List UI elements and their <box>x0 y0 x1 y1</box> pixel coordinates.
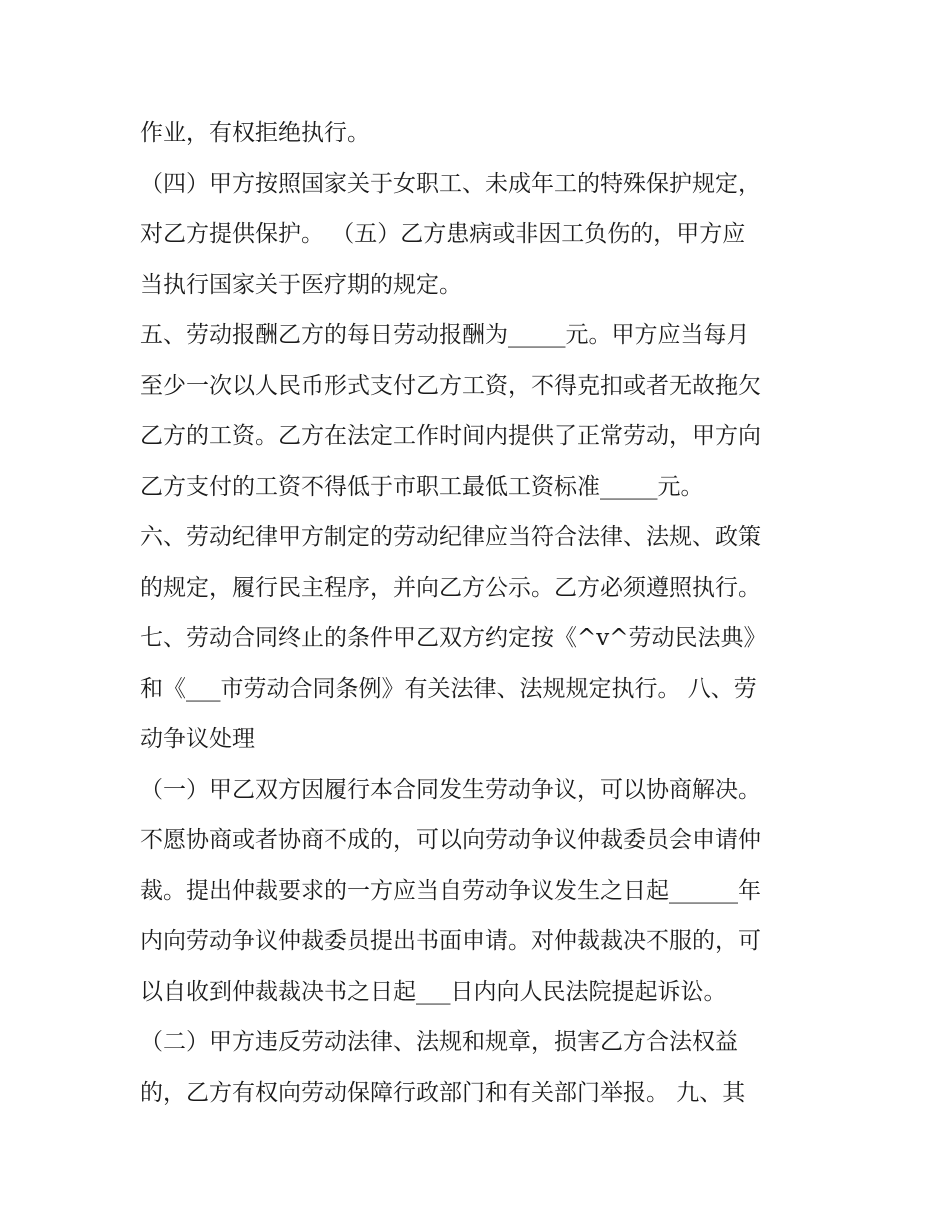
text-line: 和《___市劳动合同条例》有关法律、法规规定执行。 八、劳 <box>140 675 757 702</box>
text-line: 对乙方提供保护。 （五）乙方患病或非因工负伤的，甲方应 <box>140 221 746 247</box>
text-line: 六、劳动纪律甲方制定的劳动纪律应当符合法律、法规、政策 <box>140 524 761 550</box>
text-line: 当执行国家关于医疗期的规定。 <box>140 271 462 298</box>
text-line: 以自收到仲裁裁决书之日起___日内向人民法院提起诉讼。 <box>140 978 727 1005</box>
text-line: 乙方的工资。乙方在法定工作时间内提供了正常劳动，甲方向 <box>140 423 761 449</box>
text-line: 乙方支付的工资不得低于市职工最低工资标准_____元。 <box>140 473 704 500</box>
text-line: 不愿协商或者协商不成的，可以向劳动争议仲裁委员会申请仲 <box>140 827 761 853</box>
text-line: 内向劳动争议仲裁委员提出书面申请。对仲裁裁决不服的，可 <box>140 928 761 954</box>
text-line: 动争议处理 <box>140 726 255 752</box>
text-line: 作业，有权拒绝执行。 <box>140 120 370 146</box>
text-line: 七、劳动合同终止的条件甲乙双方约定按《^v^劳动民法典》 <box>140 625 767 651</box>
text-line: 五、劳动报酬乙方的每日劳动报酬为_____元。甲方应当每月 <box>140 322 750 348</box>
text-line: 至少一次以人民币形式支付乙方工资，不得克扣或者无故拖欠 <box>140 372 761 399</box>
text-line: 裁。提出仲裁要求的一方应当自劳动争议发生之日起______年 <box>140 877 761 904</box>
text-line: （一）甲乙双方因履行本合同发生劳动争议，可以协商解决。 <box>140 776 761 803</box>
contract-text <box>140 108 830 1118</box>
text-line: 的，乙方有权向劳动保障行政部门和有关部门举报。 九、其 <box>140 1079 746 1106</box>
text-line: 的规定，履行民主程序，并向乙方公示。乙方必须遵照执行。 <box>140 574 761 601</box>
text-line: （二）甲方违反劳动法律、法规和规章，损害乙方合法权益 <box>140 1029 738 1055</box>
text-line: （四）甲方按照国家关于女职工、未成年工的特殊保护规定， <box>140 170 761 197</box>
